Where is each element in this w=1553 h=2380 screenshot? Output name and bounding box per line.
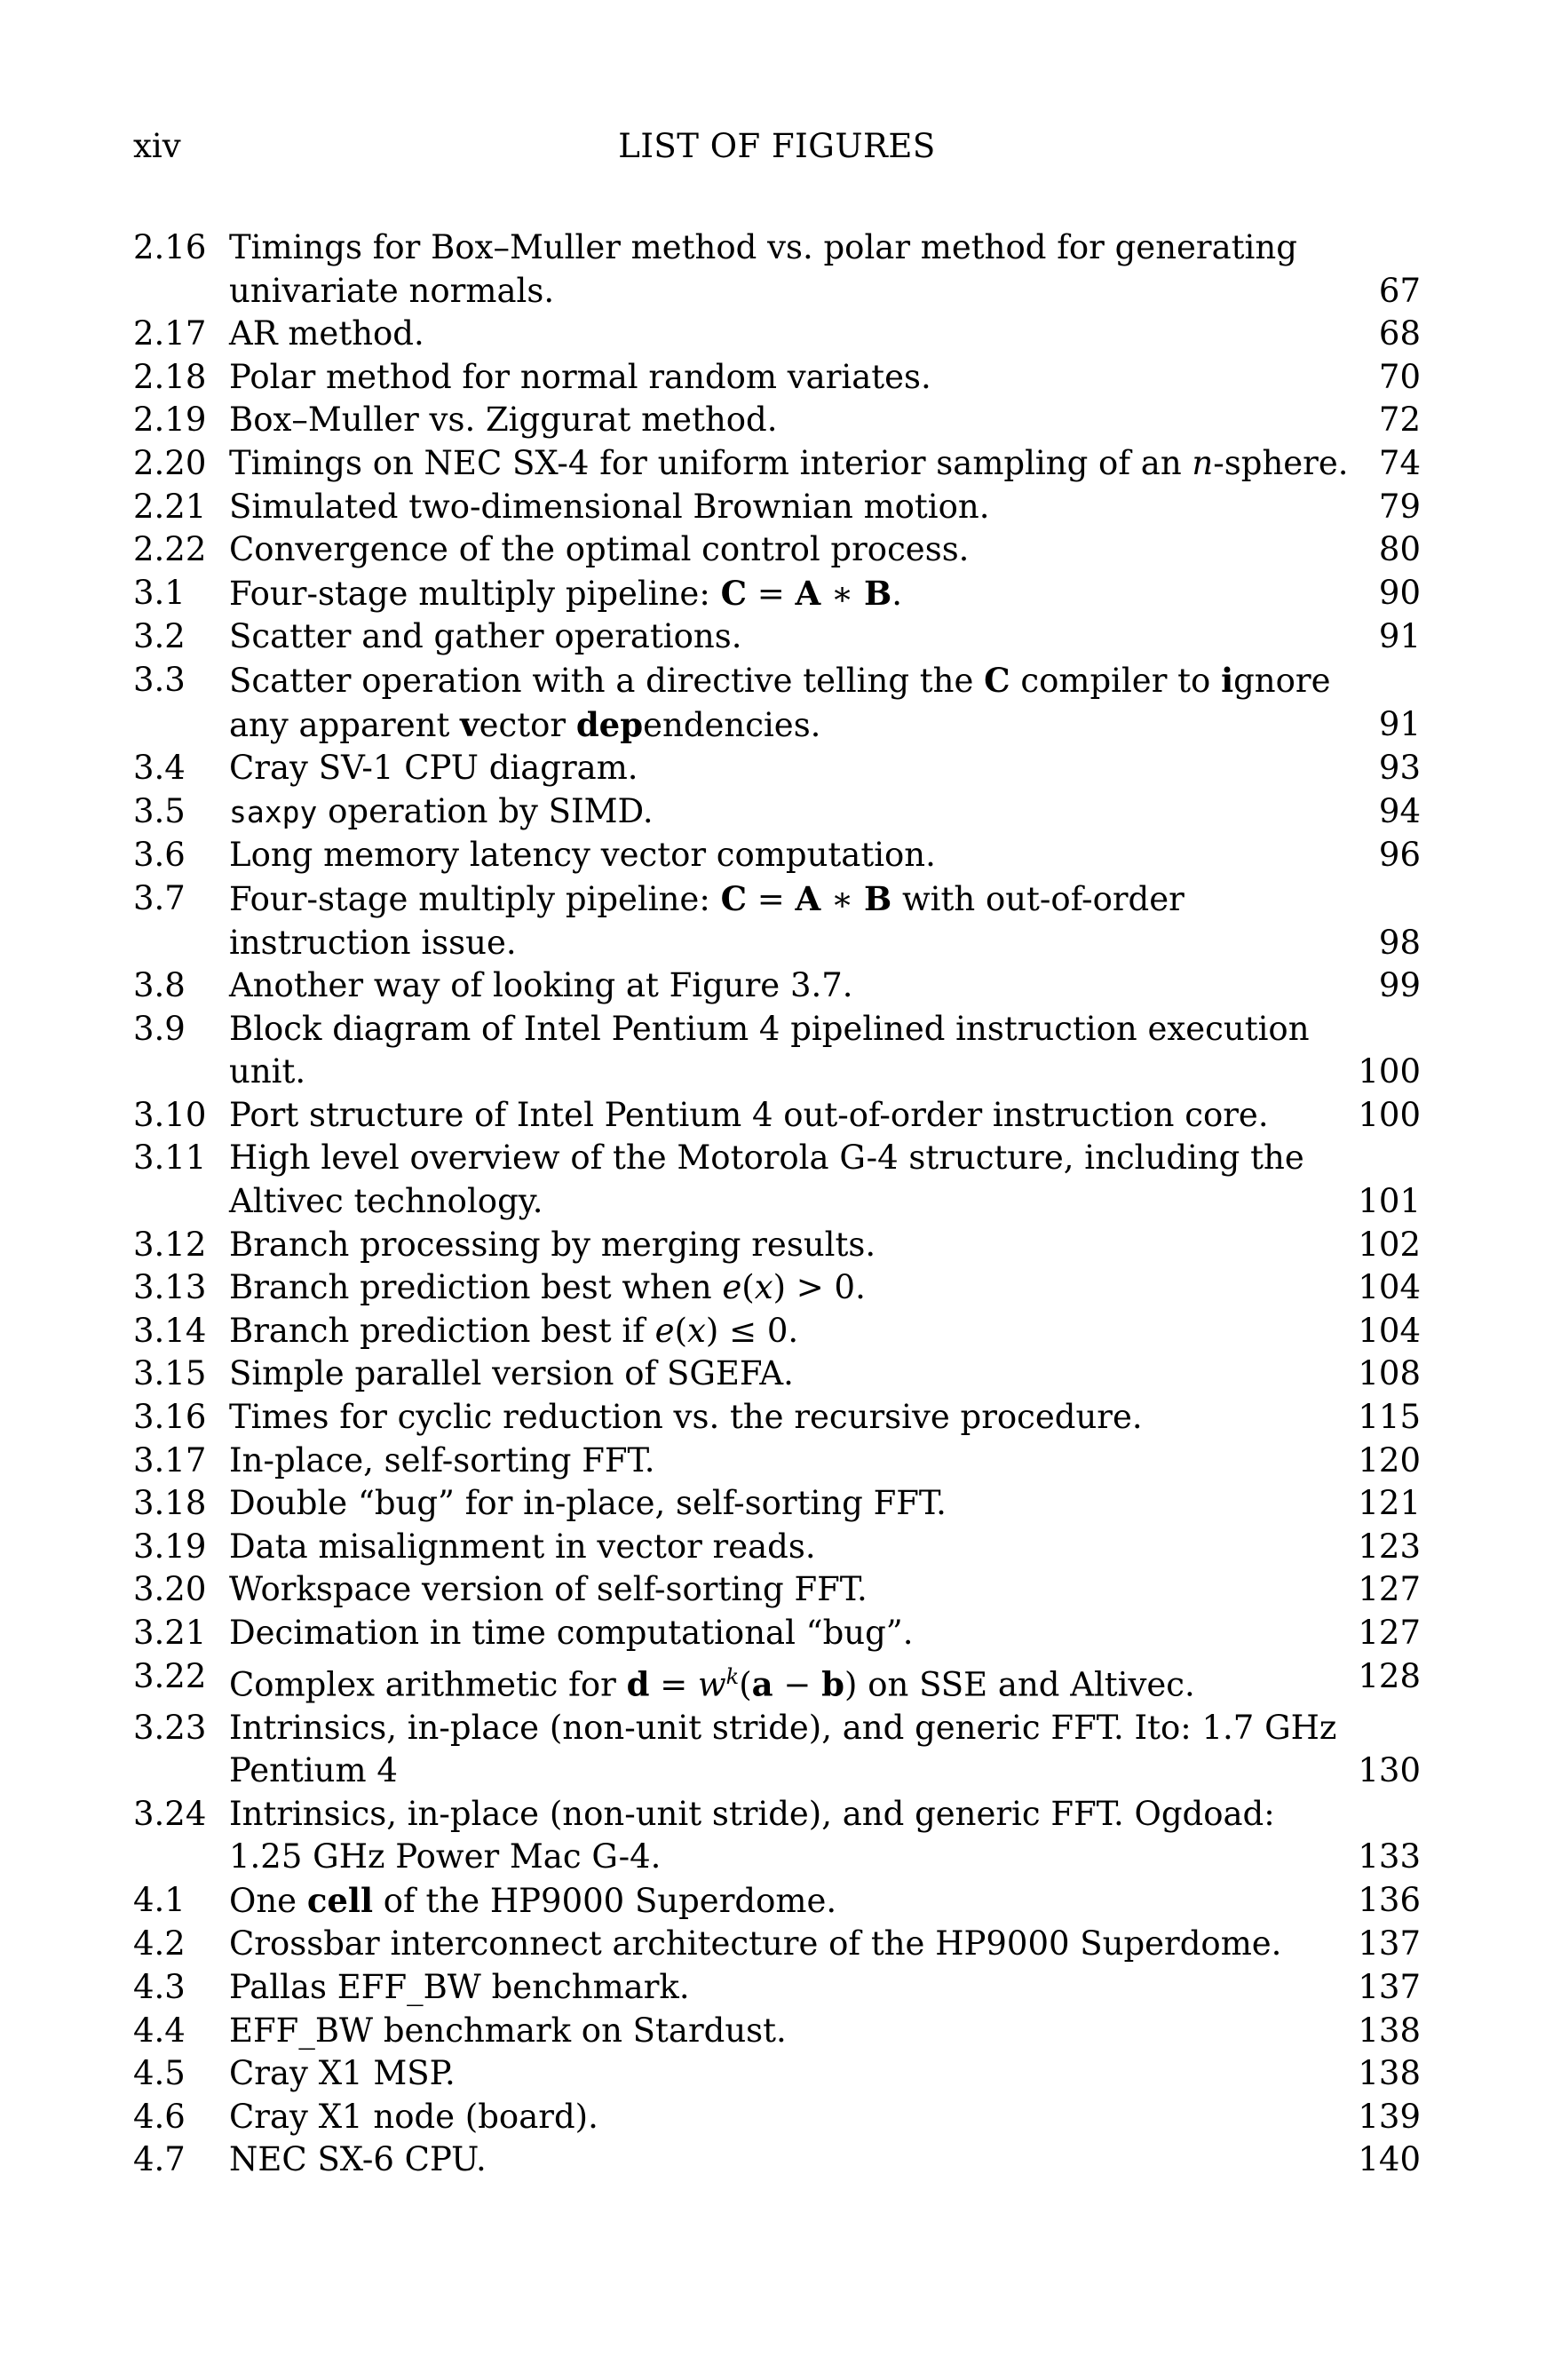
figure-caption: Cray X1 node (board). bbox=[229, 2097, 598, 2136]
figure-entry-3-18 bbox=[133, 1482, 1421, 1526]
page-ref: 120 bbox=[1358, 1440, 1421, 1480]
figure-entry-2-18 bbox=[133, 356, 1421, 400]
figure-number: 4.7 bbox=[133, 2140, 186, 2179]
figure-caption: Intrinsics, in-place (non-unit stride), and generic FFT. Ogdoad: bbox=[229, 1794, 1275, 1833]
figure-number: 3.15 bbox=[133, 1354, 207, 1393]
figure-number: 3.2 bbox=[133, 617, 186, 656]
figure-number: 3.7 bbox=[133, 878, 186, 917]
figure-number: 3.17 bbox=[133, 1440, 207, 1480]
figure-number: 3.8 bbox=[133, 966, 186, 1005]
figure-number: 2.16 bbox=[133, 228, 207, 266]
figure-number: 3.14 bbox=[133, 1311, 207, 1350]
figure-caption: Four-stage multiply pipeline: C = A ∗ B with out-of-order bbox=[229, 878, 1185, 918]
figure-caption: Box–Muller vs. Ziggurat method. bbox=[229, 401, 778, 440]
figure-caption: EFF_BW benchmark on Stardust. bbox=[229, 2011, 787, 2050]
figure-caption: NEC SX-6 CPU. bbox=[229, 2140, 487, 2179]
figure-entry-3-7 bbox=[133, 877, 1421, 964]
figure-number: 3.4 bbox=[133, 749, 186, 788]
page-ref: 96 bbox=[1378, 836, 1421, 875]
figure-caption: Cray SV-1 CPU diagram. bbox=[229, 749, 638, 788]
page-number: xiv bbox=[133, 127, 181, 165]
page-ref: 101 bbox=[1358, 1182, 1421, 1221]
figure-caption: Block diagram of Intel Pentium 4 pipelined instruction execution bbox=[229, 1009, 1310, 1048]
figure-caption: Decimation in time computational “bug”. bbox=[229, 1614, 914, 1652]
figure-caption: saxpy operation by SIMD. bbox=[229, 791, 654, 830]
figure-entry-4-2 bbox=[133, 1923, 1421, 1966]
page-ref: 140 bbox=[1358, 2140, 1421, 2179]
page-ref: 74 bbox=[1378, 443, 1421, 482]
figure-number: 4.5 bbox=[133, 2054, 186, 2093]
figure-number: 2.17 bbox=[133, 314, 207, 353]
page-ref: 67 bbox=[1378, 271, 1421, 310]
figure-number: 3.3 bbox=[133, 660, 186, 699]
figure-number: 4.4 bbox=[133, 2011, 186, 2050]
figure-caption: Double “bug” for in-place, self-sorting FFT. bbox=[229, 1484, 947, 1523]
figure-number: 2.18 bbox=[133, 357, 207, 396]
figure-number: 3.10 bbox=[133, 1095, 207, 1134]
page-ref: 91 bbox=[1378, 617, 1421, 656]
page-ref: 108 bbox=[1358, 1354, 1421, 1393]
figure-entry-3-3 bbox=[133, 659, 1421, 747]
figure-number: 3.18 bbox=[133, 1484, 207, 1523]
figure-caption: Data misalignment in vector reads. bbox=[229, 1527, 816, 1566]
figure-caption: Convergence of the optimal control process. bbox=[229, 530, 970, 569]
figure-number: 2.21 bbox=[133, 487, 207, 526]
figure-caption: Branch processing by merging results. bbox=[229, 1225, 876, 1264]
figure-caption: Timings for Box–Muller method vs. polar method for generating bbox=[229, 228, 1297, 266]
figure-entry-3-21 bbox=[133, 1612, 1421, 1655]
figure-caption: Times for cyclic reduction vs. the recursive procedure. bbox=[229, 1398, 1143, 1437]
figure-caption-cont: unit. bbox=[229, 1052, 306, 1091]
page-ref: 100 bbox=[1358, 1052, 1421, 1091]
figure-caption: AR method. bbox=[229, 314, 424, 353]
page-ref: 94 bbox=[1378, 791, 1421, 830]
figure-entry-3-10 bbox=[133, 1094, 1421, 1138]
page-ref: 102 bbox=[1358, 1225, 1421, 1264]
list-of-figures bbox=[133, 226, 1421, 2182]
figure-entry-2-21 bbox=[133, 486, 1421, 529]
figure-number: 3.23 bbox=[133, 1708, 207, 1747]
page-ref: 91 bbox=[1378, 704, 1421, 743]
figure-caption-cont: 1.25 GHz Power Mac G-4. bbox=[229, 1837, 662, 1876]
figure-entry-3-5 bbox=[133, 790, 1421, 835]
page-ref: 127 bbox=[1358, 1570, 1421, 1609]
page-ref: 93 bbox=[1378, 749, 1421, 788]
figure-number: 3.1 bbox=[133, 573, 186, 612]
figure-entry-3-13 bbox=[133, 1266, 1421, 1310]
figure-number: 3.12 bbox=[133, 1225, 207, 1264]
figure-caption: One cell of the HP9000 Superdome. bbox=[229, 1880, 837, 1920]
page-ref: 80 bbox=[1378, 530, 1421, 569]
page-ref: 137 bbox=[1358, 1924, 1421, 1964]
page-ref: 127 bbox=[1358, 1614, 1421, 1652]
figure-entry-2-16 bbox=[133, 226, 1421, 313]
figure-number: 2.19 bbox=[133, 401, 207, 440]
figure-number: 3.9 bbox=[133, 1009, 186, 1048]
figure-entry-3-11 bbox=[133, 1137, 1421, 1223]
figure-number: 3.24 bbox=[133, 1794, 207, 1833]
figure-entry-4-5 bbox=[133, 2052, 1421, 2096]
figure-caption: In-place, self-sorting FFT. bbox=[229, 1440, 655, 1480]
figure-caption-cont: Altivec technology. bbox=[229, 1182, 543, 1221]
figure-number: 3.5 bbox=[133, 791, 186, 830]
page-ref: 98 bbox=[1378, 923, 1421, 962]
running-title: LIST OF FIGURES bbox=[618, 127, 936, 165]
figure-caption: Complex arithmetic for $d = w^k(a - b)$ on SSE and Altivec. bbox=[229, 1663, 1195, 1703]
figure-entry-3-22 bbox=[133, 1655, 1421, 1707]
figure-number: 3.20 bbox=[133, 1570, 207, 1609]
figure-entry-3-23 bbox=[133, 1707, 1421, 1793]
figure-caption: Four-stage multiply pipeline: C = A ∗ B. bbox=[229, 573, 902, 613]
figure-entry-4-6 bbox=[133, 2096, 1421, 2139]
page-ref: 138 bbox=[1358, 2011, 1421, 2050]
page-ref: 121 bbox=[1358, 1484, 1421, 1523]
figure-entry-3-6 bbox=[133, 834, 1421, 877]
figure-caption: Cray X1 MSP. bbox=[229, 2054, 456, 2093]
figure-entry-3-15 bbox=[133, 1353, 1421, 1396]
figure-caption: Branch prediction best when e(x) > 0. bbox=[229, 1268, 866, 1307]
figure-caption: Intrinsics, in-place (non-unit stride), and generic FFT. Ito: 1.7 GHz bbox=[229, 1708, 1337, 1747]
figure-number: 3.11 bbox=[133, 1138, 207, 1178]
figure-number: 3.13 bbox=[133, 1268, 207, 1307]
figure-number: 4.6 bbox=[133, 2097, 186, 2136]
figure-entry-3-16 bbox=[133, 1396, 1421, 1440]
page-ref: 137 bbox=[1358, 1968, 1421, 2007]
figure-number: 3.16 bbox=[133, 1398, 207, 1437]
page-ref: 128 bbox=[1358, 1656, 1421, 1695]
figure-number: 4.3 bbox=[133, 1968, 186, 2007]
figure-number: 3.21 bbox=[133, 1614, 207, 1652]
figure-number: 3.19 bbox=[133, 1527, 207, 1566]
figure-number: 2.20 bbox=[133, 443, 207, 482]
page-ref: 130 bbox=[1358, 1751, 1421, 1790]
figure-caption: High level overview of the Motorola G-4 structure, including the bbox=[229, 1138, 1304, 1178]
figure-entry-3-12 bbox=[133, 1224, 1421, 1267]
figure-caption: Pallas EFF_BW benchmark. bbox=[229, 1968, 690, 2007]
figure-entry-3-2 bbox=[133, 615, 1421, 659]
figure-number: 3.6 bbox=[133, 836, 186, 875]
page-ref: 104 bbox=[1358, 1268, 1421, 1307]
page-ref: 90 bbox=[1378, 573, 1421, 612]
figure-entry-4-3 bbox=[133, 1966, 1421, 2010]
page-ref: 115 bbox=[1358, 1398, 1421, 1437]
figure-caption: Long memory latency vector computation. bbox=[229, 836, 936, 875]
figure-caption: Port structure of Intel Pentium 4 out-of-order instruction core. bbox=[229, 1095, 1269, 1134]
figure-caption-cont: any apparent vector dependencies. bbox=[229, 704, 821, 744]
figure-caption: Scatter operation with a directive telling the C compiler to ignore bbox=[229, 660, 1331, 700]
figure-caption-cont: Pentium 4 bbox=[229, 1751, 398, 1790]
figure-entry-3-9 bbox=[133, 1008, 1421, 1094]
figure-entry-2-17 bbox=[133, 313, 1421, 356]
figure-number: 4.1 bbox=[133, 1880, 186, 1919]
page-ref: 100 bbox=[1358, 1095, 1421, 1134]
page-ref: 79 bbox=[1378, 487, 1421, 526]
figure-caption: Crossbar interconnect architecture of the HP9000 Superdome. bbox=[229, 1924, 1282, 1964]
page-ref: 138 bbox=[1358, 2054, 1421, 2093]
figure-entry-3-1 bbox=[133, 572, 1421, 616]
page-ref: 139 bbox=[1358, 2097, 1421, 2136]
figure-number: 4.2 bbox=[133, 1924, 186, 1964]
figure-caption: Timings on NEC SX-4 for uniform interior sampling of an n-sphere. bbox=[229, 443, 1349, 482]
figure-entry-3-8 bbox=[133, 964, 1421, 1008]
page-ref: 104 bbox=[1358, 1311, 1421, 1350]
figure-entry-3-24 bbox=[133, 1793, 1421, 1879]
figure-entry-3-14 bbox=[133, 1310, 1421, 1353]
figure-number: 2.22 bbox=[133, 530, 207, 569]
figure-entry-3-20 bbox=[133, 1568, 1421, 1612]
figure-caption: Workspace version of self-sorting FFT. bbox=[229, 1570, 868, 1609]
page-ref: 99 bbox=[1378, 966, 1421, 1005]
figure-entry-4-4 bbox=[133, 2010, 1421, 2053]
page-ref: 72 bbox=[1378, 401, 1421, 440]
figure-entry-2-19 bbox=[133, 399, 1421, 442]
figure-entry-4-7 bbox=[133, 2138, 1421, 2182]
figure-entry-3-4 bbox=[133, 747, 1421, 790]
figure-caption: Scatter and gather operations. bbox=[229, 617, 742, 656]
page-header bbox=[133, 127, 1421, 171]
figure-entry-3-17 bbox=[133, 1440, 1421, 1483]
figure-caption-cont: instruction issue. bbox=[229, 923, 517, 962]
figure-caption: Simple parallel version of SGEFA. bbox=[229, 1354, 794, 1393]
figure-entry-3-19 bbox=[133, 1526, 1421, 1569]
figure-caption-cont: univariate normals. bbox=[229, 271, 555, 310]
page-ref: 68 bbox=[1378, 314, 1421, 353]
figure-entry-2-22 bbox=[133, 528, 1421, 572]
page-ref: 70 bbox=[1378, 357, 1421, 396]
figure-caption: Branch prediction best if e(x) ≤ 0. bbox=[229, 1311, 799, 1350]
figure-entry-2-20 bbox=[133, 442, 1421, 486]
figure-caption: Polar method for normal random variates. bbox=[229, 357, 931, 396]
figure-entry-4-1 bbox=[133, 1879, 1421, 1924]
figure-caption: Simulated two-dimensional Brownian motion. bbox=[229, 487, 990, 526]
page-ref: 123 bbox=[1358, 1527, 1421, 1566]
page-ref: 136 bbox=[1358, 1880, 1421, 1919]
figure-caption: Another way of looking at Figure 3.7. bbox=[229, 966, 853, 1005]
figure-number: 3.22 bbox=[133, 1656, 207, 1695]
page-ref: 133 bbox=[1358, 1837, 1421, 1876]
